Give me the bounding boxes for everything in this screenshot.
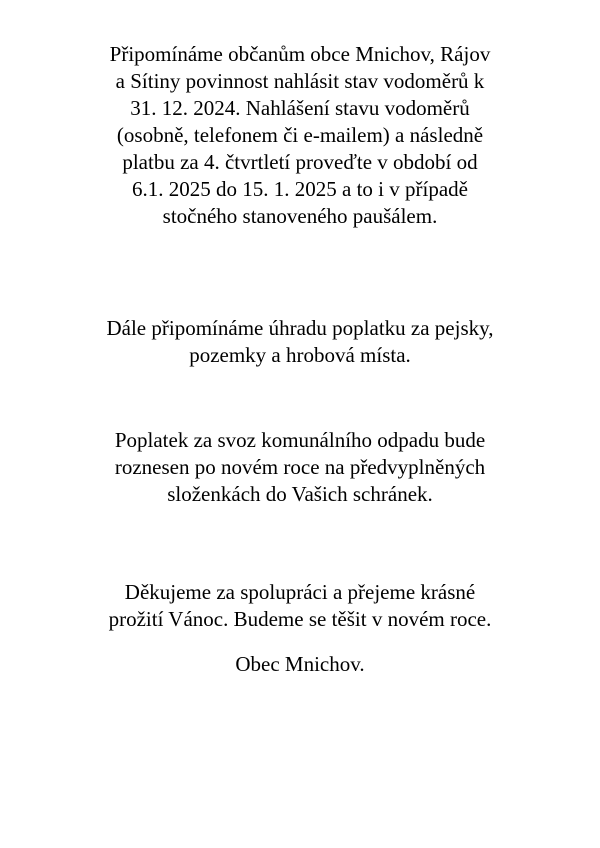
text-line: prožití Vánoc. Budeme se těšit v novém roce. <box>108 607 492 631</box>
text-line: Dále připomínáme úhradu poplatku za pejsky, <box>106 316 494 340</box>
greetings-paragraph <box>40 579 560 633</box>
water-meter-paragraph <box>40 41 560 230</box>
signature-paragraph <box>40 651 560 678</box>
text-line: Děkujeme za spolupráci a přejeme krásné <box>124 580 476 604</box>
text-line: 31. 12. 2024. Nahlášení stavu vodoměrů <box>130 96 470 120</box>
text-line: složenkách do Vašich schránek. <box>167 482 433 506</box>
text-line: platbu za 4. čtvrtletí proveďte v období od <box>122 150 478 174</box>
fees-reminder-paragraph <box>40 315 560 369</box>
text-line: roznesen po novém roce na předvyplněných <box>114 455 486 479</box>
text-line: (osobně, telefonem či e-mailem) a následně <box>116 123 484 147</box>
text-line: a Sítiny povinnost nahlásit stav vodoměrů k <box>115 69 485 93</box>
text-line: Připomínáme občanům obce Mnichov, Rájov <box>109 42 491 66</box>
text-line: pozemky a hrobová místa. <box>189 343 411 367</box>
text-line: stočného stanoveného paušálem. <box>162 204 438 228</box>
text-line: Poplatek za svoz komunálního odpadu bude <box>114 428 486 452</box>
text-line: 6.1. 2025 do 15. 1. 2025 a to i v případě <box>132 177 468 201</box>
signature-line: Obec Mnichov. <box>235 652 365 676</box>
waste-fee-paragraph <box>40 427 560 508</box>
